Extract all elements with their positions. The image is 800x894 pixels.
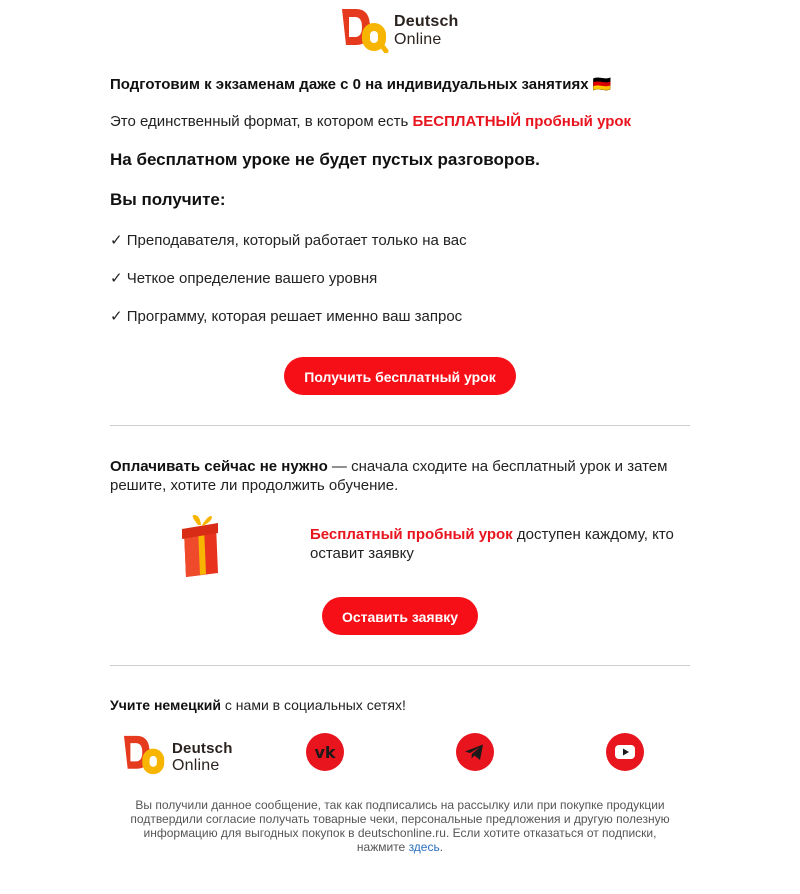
benefit-item: ✓ Программу, которая решает именно ваш запрос [110,308,463,325]
vk-icon[interactable] [306,733,344,771]
divider [110,665,690,666]
you-get-heading: Вы получите: [110,190,226,209]
footer-text [120,798,680,854]
payment-rest: — сначала сходите на бесплатный урок и затем решите, хотите ли продолжить обучение. [110,458,668,494]
payment-text [110,457,690,495]
benefit-item: ✓ Преподавателя, который работает только на вас [110,232,467,249]
footer-brand-logo[interactable] [122,734,232,776]
footer-tail: . [439,840,444,854]
logo-mark-icon [122,734,168,776]
social-title-bold: Учите немецкий [110,697,222,713]
gift-icon [176,513,224,579]
logo-name-line2: Online [172,757,220,774]
social-title-rest: с нами в социальных сетях! [221,697,406,713]
promo-highlight: Бесплатный пробный урок [310,526,513,543]
youtube-icon[interactable] [606,733,644,771]
benefit-item: ✓ Четкое определение вашего уровня [110,270,378,287]
logo-name-line1: Deutsch [394,13,459,30]
logo-mark-icon [340,7,390,53]
svg-text:vk: vk [314,743,336,762]
logo-name-line2: Online [394,31,442,48]
social-title [110,697,406,713]
promo-text [310,525,690,563]
format-text-main: Это единственный формат, в котором есть [110,113,413,130]
brand-logo[interactable] [340,7,464,53]
headline: Подготовим к экзаменам даже с 0 на индивидуальных занятиях 🇩🇪 [110,76,612,93]
divider [110,425,690,426]
telegram-icon[interactable] [456,733,494,771]
leave-request-button[interactable]: Оставить заявку [322,597,478,635]
no-empty-talk-heading: На бесплатном уроке не будет пустых разговоров. [110,150,540,169]
unsubscribe-link[interactable]: здесь [408,840,440,854]
logo-name-line1: Deutsch [172,740,233,757]
format-text [110,113,690,130]
footer-body: Вы получили данное сообщение, так как подписались на рассылку или при покупке продукции подтвердили согласие получать товарные чеки, персональные предложения и другую полезную информацию для выгодных покупок в deutschonline.ru. Если хотите отказаться от подписки, нажмите [130,798,670,854]
free-lesson-highlight: БЕСПЛАТНЫЙ пробный урок [412,113,632,130]
promo-rest: доступен каждому, кто оставит заявку [310,526,674,562]
payment-bold: Оплачивать сейчас не нужно [110,458,328,475]
get-free-lesson-button[interactable]: Получить бесплатный урок [284,357,516,395]
